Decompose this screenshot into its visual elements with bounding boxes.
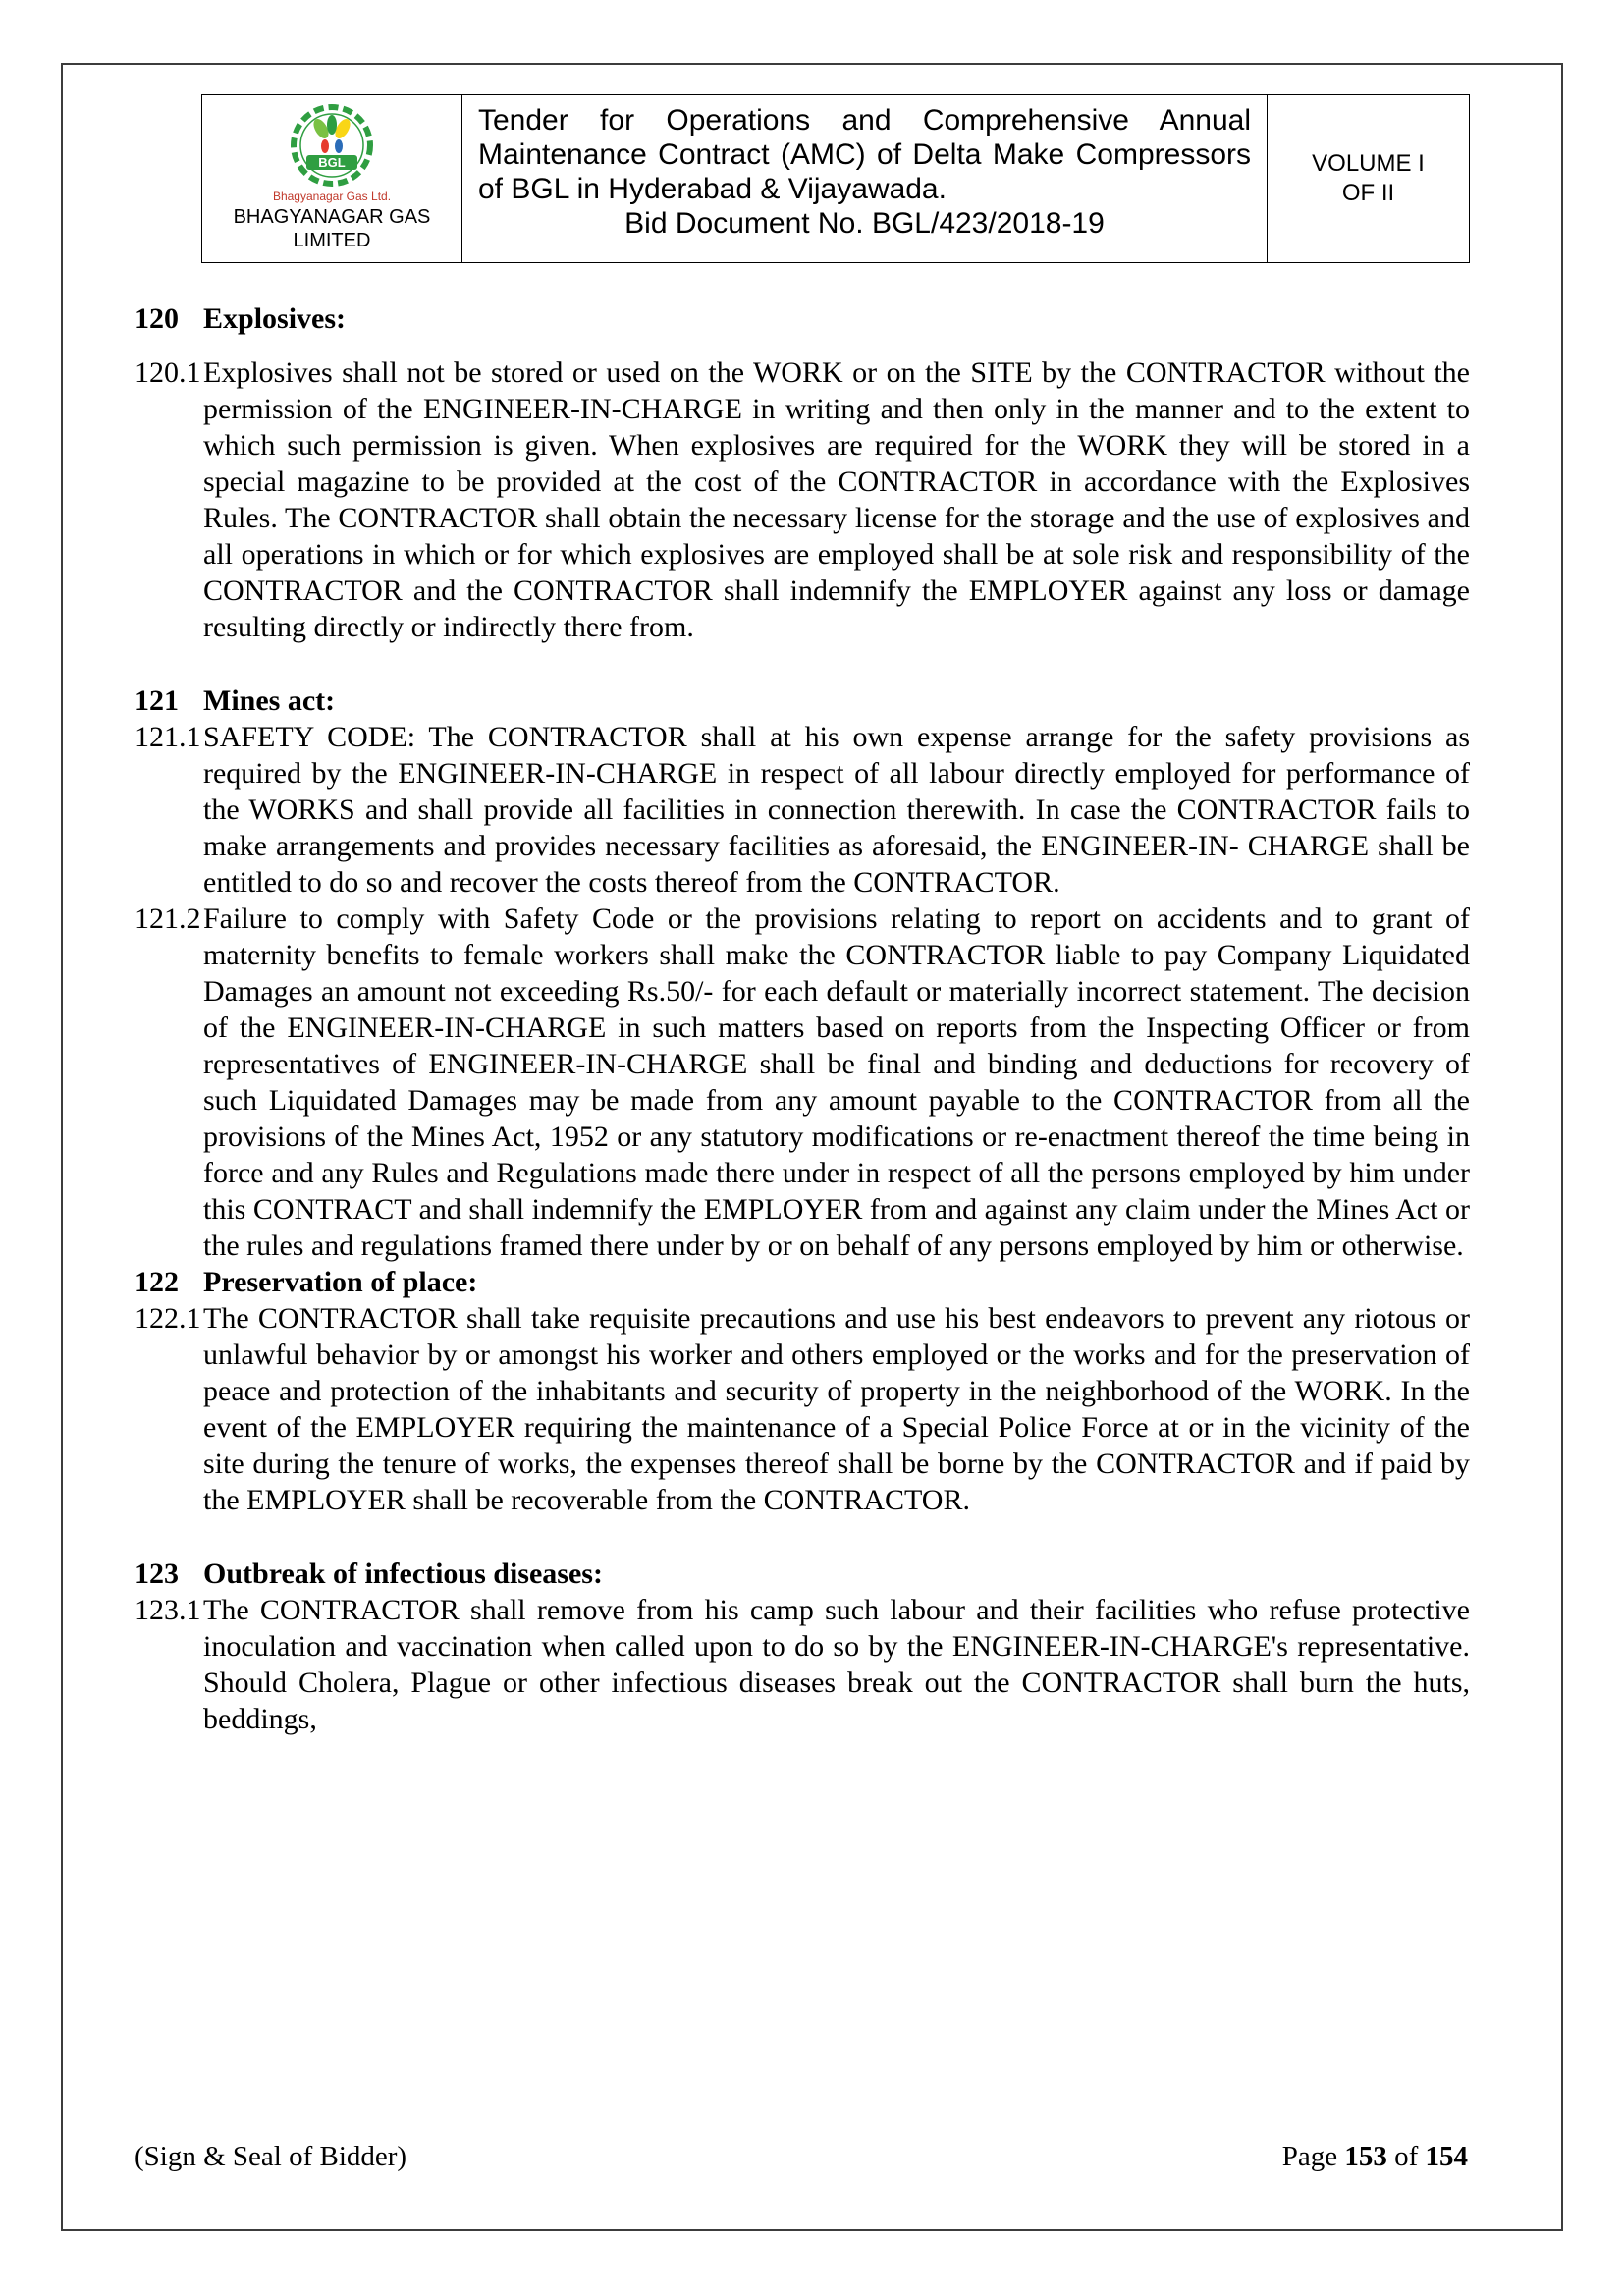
clause-text: The CONTRACTOR shall take requisite precautions and use his best endeavors to prevent any riotous or unlawful behavior by or amongst his worker and others employed or the works and for the preservation of peace and protection of the inhabitants and security of property in the neighborhood of the WORK. In the event of the EMPLOYER requiring the maintenance of a Special Police Force at or in the vicinity of the site during the tenure of works, the expenses thereof shall be borne by the CONTRACTOR and if paid by the EMPLOYER shall be recoverable from the CONTRACTOR. (203, 1302, 1470, 1516)
page-number-label (1282, 2139, 1468, 2174)
bgl-logo-icon (285, 100, 379, 194)
clause-text: Failure to comply with Safety Code or the provisions relating to report on accidents and to grant of maternity benefits to female workers shall make the CONTRACTOR liable to pay Company Liquidated Damages an amount not exceeding Rs.50/- for each default or materially incorrect statement. The decision of the ENGINEER-IN-CHARGE in such matters based on reports from the Inspecting Officer or from representatives of ENGINEER-IN-CHARGE shall be final and binding and deductions for recovery of such Liquidated Damages may be made from any amount payable to the CONTRACTOR from all the provisions of the Mines Act, 1952 or any statutory modifications or re-enactment thereof the time being in force and any Rules and Regulations made there under in respect of all the persons employed by him under this CONTRACT and shall indemnify the EMPLOYER from and against any claim under the Mines Act or the rules and regulations framed there under by or on behalf of any persons employed by him or otherwise. (203, 902, 1470, 1262)
para-123-1 (135, 1592, 1470, 1737)
clause-text: SAFETY CODE: The CONTRACTOR shall at his own expense arrange for the safety provisions as required by the ENGINEER-IN-CHARGE in respect of all labour directly employed for performance of the WORKS and shall provide all facilities in connection therewith. In case the CONTRACTOR fails to make arrangements and provides necessary facilities as aforesaid, the ENGINEER-IN- CHARGE shall be entitled to do so and recover the costs thereof from the CONTRACTOR. (203, 721, 1470, 899)
para-120-1 (135, 355, 1470, 645)
clause-number: 123.1 (135, 1594, 201, 1626)
heading-121 (135, 683, 1470, 719)
page-border (61, 63, 1563, 2231)
sign-seal-note: (Sign & Seal of Bidder) (135, 2141, 407, 2172)
section-title: Explosives: (203, 302, 347, 335)
section-title: Outbreak of infectious diseases: (203, 1558, 603, 1590)
section-number: 122 (135, 1266, 179, 1298)
volume-line2: OF II (1341, 180, 1395, 206)
heading-122 (135, 1264, 1470, 1300)
para-121-1 (135, 719, 1470, 901)
section-number: 120 (135, 302, 179, 335)
clause-text: The CONTRACTOR shall remove from his camp such labour and their facilities who refuse protective inoculation and vaccination when called upon to do so by the ENGINEER-IN-CHARGE's representative. Should Cholera, Plague or other infectious diseases break out the CONTRACTOR shall burn the huts, beddings, (203, 1594, 1470, 1735)
logo-tagline: Bhagyanagar Gas Ltd. (272, 190, 392, 203)
current-page: 153 (1344, 2141, 1387, 2172)
section-title: Preservation of place: (203, 1266, 478, 1298)
clause-number: 120.1 (135, 356, 201, 389)
para-122-1 (135, 1300, 1470, 1518)
header-logo-cell (202, 95, 462, 262)
document-body (135, 301, 1470, 1737)
company-name-line2: LIMITED (293, 230, 371, 251)
of-word: of (1386, 2141, 1426, 2172)
logo-acronym: BGL (318, 155, 346, 170)
heading-120 (135, 301, 1470, 337)
total-pages: 154 (1425, 2141, 1468, 2172)
para-121-2 (135, 901, 1470, 1264)
header-title-cell (462, 95, 1268, 262)
header-volume-cell (1268, 95, 1469, 262)
bid-document-number: Bid Document No. BGL/423/2018-19 (624, 207, 1105, 240)
section-title: Mines act: (203, 684, 336, 717)
document-header (201, 94, 1470, 263)
clause-number: 122.1 (135, 1302, 201, 1335)
clause-number: 121.1 (135, 721, 201, 753)
tender-title: Tender for Operations and Comprehensive Annual Maintenance Contract (AMC) of Delta Make Compressors of BGL in Hyderabad & Vijayawada. (478, 104, 1251, 205)
page-word: Page (1281, 2141, 1345, 2172)
clause-text: Explosives shall not be stored or used on the WORK or on the SITE by the CONTRACTOR without the permission of the ENGINEER-IN-CHARGE in writing and then only in the manner and to the extent to which such permission is given. When explosives are required for the WORK they will be stored in a special magazine to be provided at the cost of the CONTRACTOR in accordance with the Explosives Rules. The CONTRACTOR shall obtain the necessary license for the storage and the use of explosives and all operations in which or for which explosives are employed shall be at sole risk and responsibility of the CONTRACTOR and the CONTRACTOR shall indemnify the EMPLOYER against any loss or damage resulting directly or indirectly there from. (203, 356, 1470, 643)
volume-line1: VOLUME I (1312, 150, 1425, 177)
company-name-line1: BHAGYANAGAR GAS (233, 206, 431, 228)
clause-number: 121.2 (135, 902, 201, 935)
section-number: 123 (135, 1558, 179, 1590)
page-footer (135, 2139, 1468, 2174)
heading-123 (135, 1556, 1470, 1592)
company-name (234, 205, 431, 252)
section-number: 121 (135, 684, 179, 717)
